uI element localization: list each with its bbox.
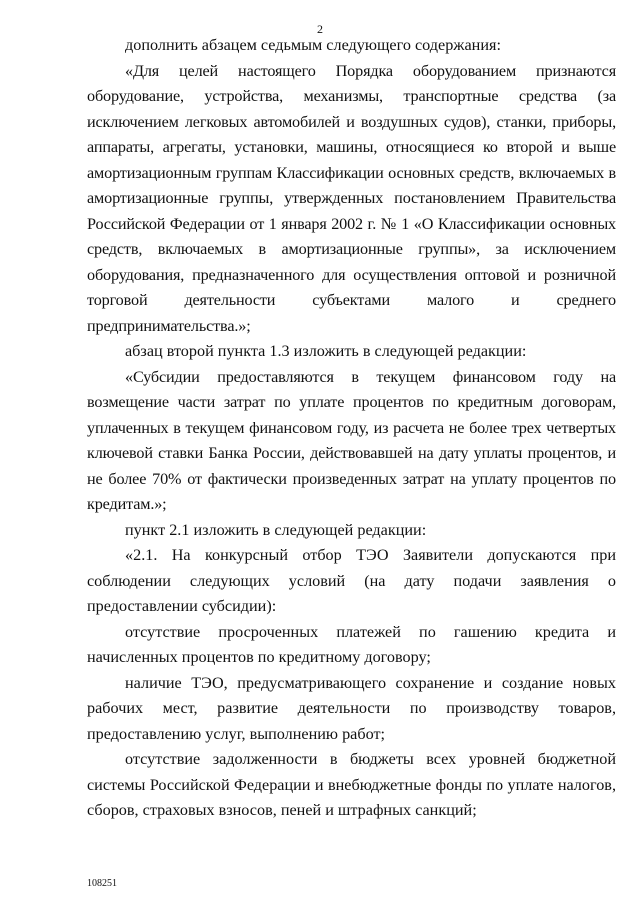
paragraph-item-2-1-intro: пункт 2.1 изложить в следующей редакции:: [125, 520, 427, 539]
paragraph-no-tax-debt: отсутствие задолженности в бюджеты всех уровней бюджетной системы Российской Федерации и внебюджетные фонды по уплате налогов, сборов, страховых взносов, пеней и штрафных санкций;: [87, 750, 616, 819]
paragraph-selection-conditions: «2.1. На конкурсный отбор ТЭО Заявители допускаются при соблюдении следующих условий (на дату подачи заявления о предоставлении субсидии):: [87, 546, 616, 615]
paragraph-no-overdue-payments: отсутствие просроченных платежей по гашению кредита и начисленных процентов по кредитному договору;: [87, 622, 616, 666]
document-body: [87, 33, 616, 824]
paragraph-teo-requirements: наличие ТЭО, предусматривающего сохранение и создание новых рабочих мест, развитие деятельности по производству товаров, предоставлению услуг, выполнению работ;: [87, 673, 616, 743]
paragraph-item-1-3-intro: абзац второй пункта 1.3 изложить в следующей редакции:: [125, 342, 527, 360]
paragraph-subsidy-terms: «Субсидии предоставляются в текущем финансовом году на возмещение части затрат по уплате процентов по кредитным договорам, уплаченных в текущем финансовом году, из расчета не более трех четвертых ключевой ставки Банка России, действовавшей на дату уплаты процентов, и не более 70% от фактически произведенных затрат на уплату процентов по кредитам.»;: [87, 367, 616, 513]
footer-code: 108251: [87, 878, 117, 889]
page-number: 2: [317, 22, 323, 36]
paragraph-amendment-intro: дополнить абзацем седьмым следующего содержания:: [125, 36, 501, 54]
paragraph-equipment-definition: «Для целей настоящего Порядка оборудованием признаются оборудование, устройства, механизмы, транспортные средства (за исключением легковых автомобилей и воздушных судов), станки, приборы, аппараты, агрегаты, установки, машины, относящиеся ко второй и выше амортизационным группам Классификации основных средств, включаемых в амортизационные группы, утвержденных постановлением Правительства Российской Федерации от 1 января 2002 г. № 1 «О Классификации основных средств, включаемых в амортизационные группы», за исключением оборудования, предназначенного для осуществления оптовой и розничной торговой деятельности субъектами малого и среднего предпринимательства.»;: [87, 61, 616, 335]
